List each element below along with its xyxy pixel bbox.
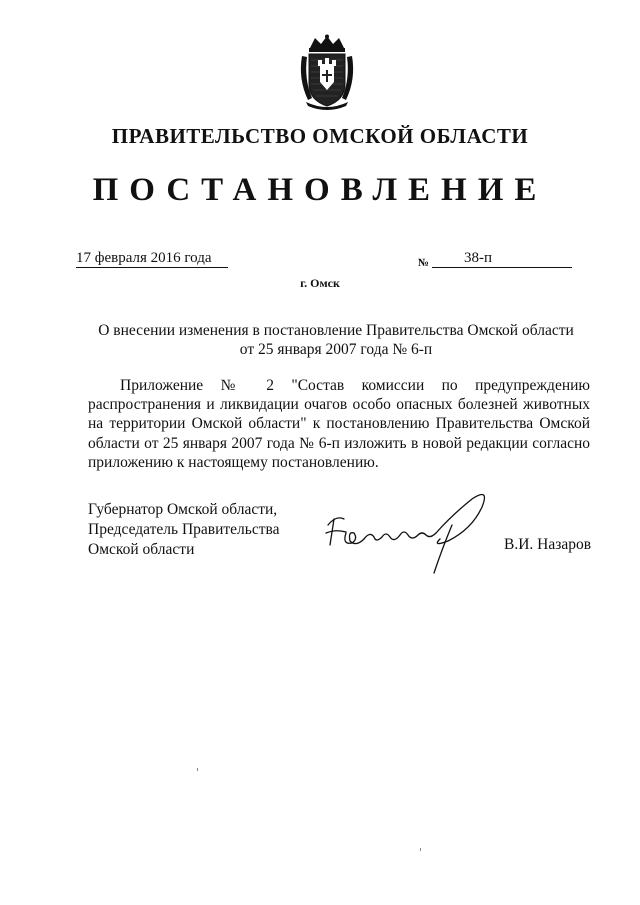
signatory-name: В.И. Назаров xyxy=(504,536,592,553)
decree-number: 38-п xyxy=(432,250,572,268)
scan-speck xyxy=(420,848,421,851)
document-type-title: ПОСТАНОВЛЕНИЕ xyxy=(92,172,548,208)
handwritten-signature-icon xyxy=(322,485,492,575)
city-label: г. Омск xyxy=(300,276,340,290)
signatory-position xyxy=(88,500,280,560)
signatory-line-1: Губернатор Омской области, xyxy=(88,501,278,518)
scan-speck xyxy=(197,768,198,771)
omsk-oblast-coat-of-arms-icon xyxy=(296,34,358,110)
decree-subject xyxy=(80,321,592,359)
subject-line-2: от 25 января 2007 года № 6-п xyxy=(239,341,433,358)
decree-body-paragraph: Приложение № 2 "Состав комиссии по предупреждению распространения и ликвидации очагов особо опасных болезней животных на территории Омской области" к постановлению Правительства Омской области от 25 января 2007 года № 6-п изложить в новой редакции согласно приложению к настоящему постановлению. xyxy=(88,377,590,471)
government-title: ПРАВИТЕЛЬСТВО ОМСКОЙ ОБЛАСТИ xyxy=(111,124,529,148)
subject-line-1: О внесении изменения в постановление Правительства Омской области xyxy=(98,322,574,339)
signatory-line-3: Омской области xyxy=(88,541,195,558)
signatory-line-2: Председатель Правительства xyxy=(88,521,280,538)
decree-number-label: № xyxy=(418,257,430,269)
decree-date: 17 февраля 2016 года xyxy=(76,250,228,268)
